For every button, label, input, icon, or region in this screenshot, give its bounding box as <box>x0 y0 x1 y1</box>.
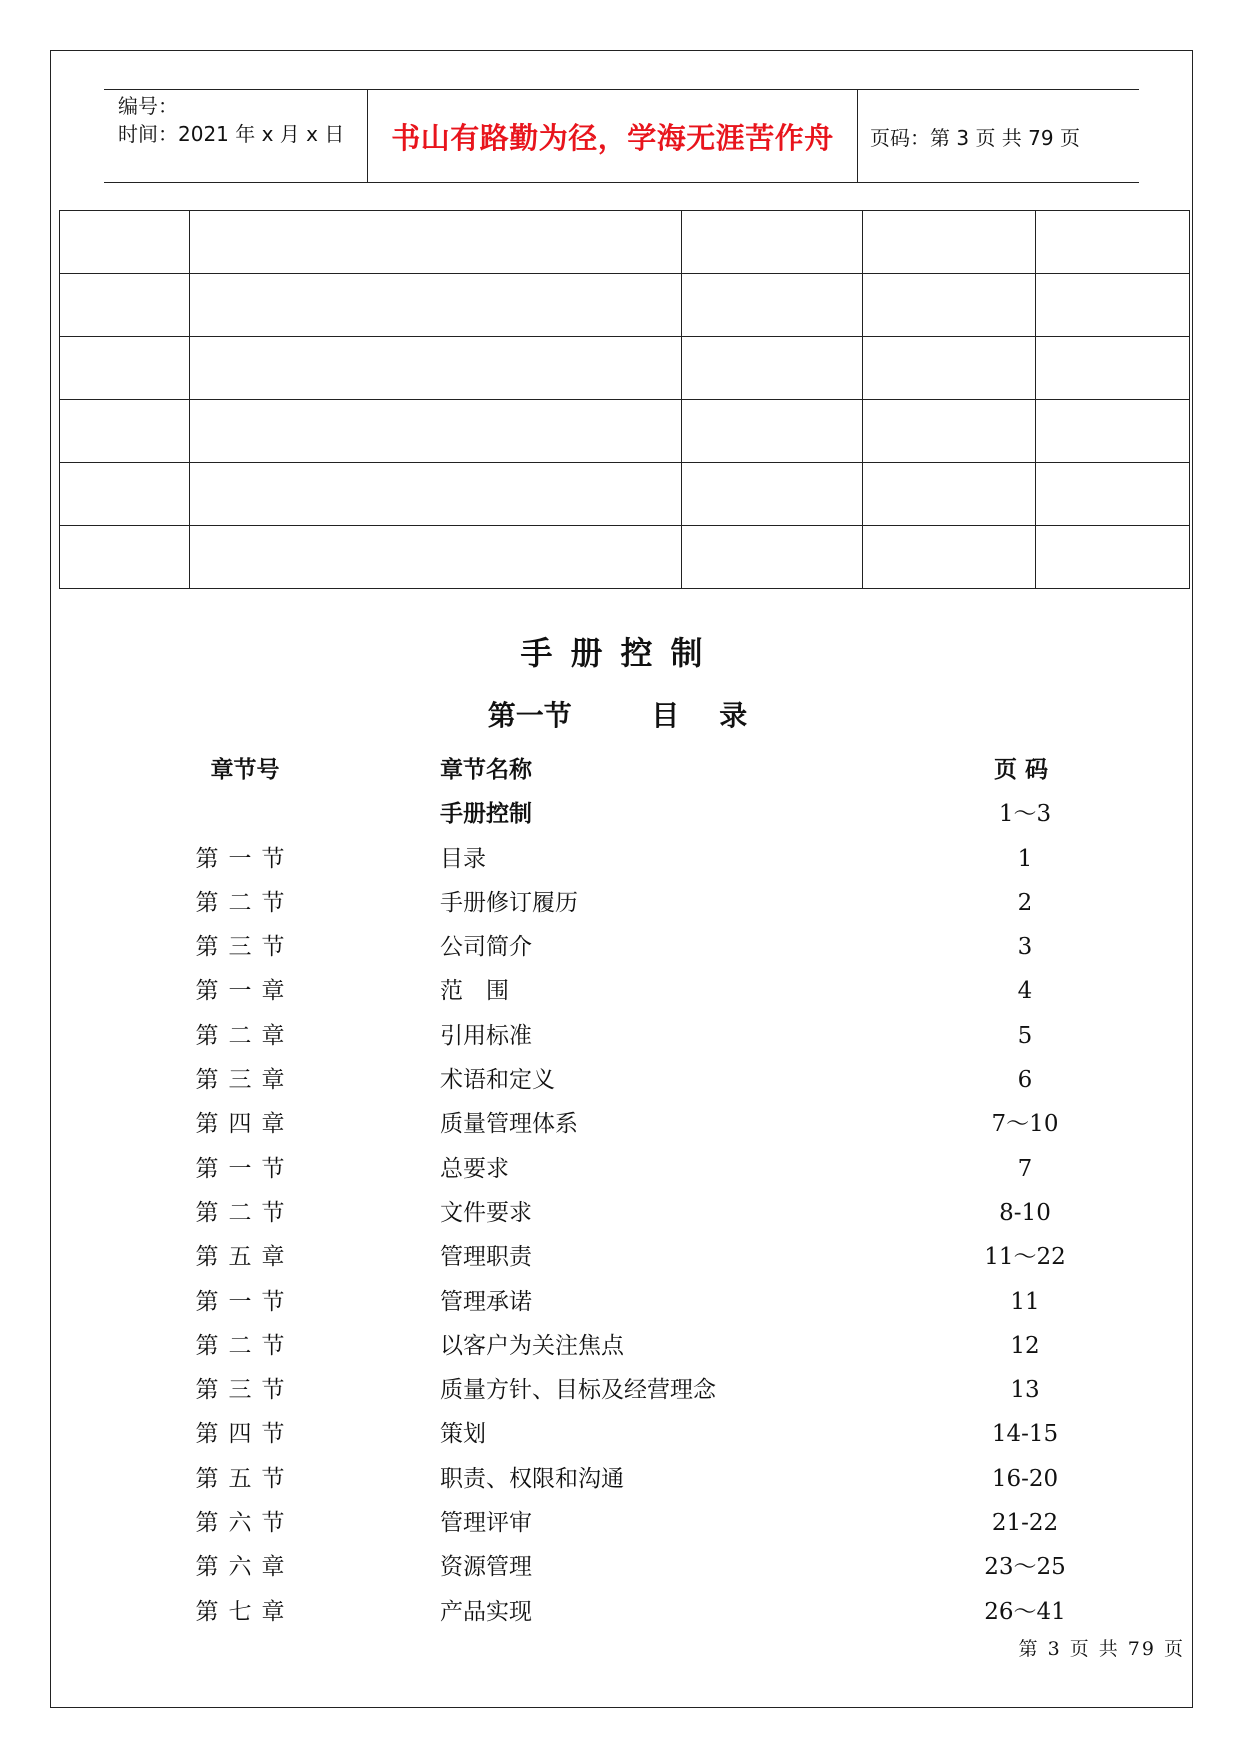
toc-row <box>0 1235 1241 1279</box>
toc-row <box>0 1412 1241 1456</box>
toc-page: 1 <box>1017 845 1033 872</box>
document-time-label: 时间：2021 年 x 月 x 日 <box>118 122 345 146</box>
toc-name: 策划 <box>440 1421 486 1448</box>
toc-row <box>0 1280 1241 1324</box>
toc-row <box>0 1368 1241 1412</box>
toc-page: 14-15 <box>991 1421 1059 1448</box>
toc-page: 21-22 <box>991 1510 1059 1537</box>
page-footer: 第 3 页 共 79 页 <box>1018 1638 1185 1660</box>
toc-header-page: 页码 <box>994 757 1056 783</box>
toc-name: 文件要求 <box>440 1199 532 1226</box>
toc-row <box>0 1191 1241 1235</box>
toc-page: 2 <box>1017 889 1033 916</box>
table-of-contents <box>0 748 1241 1634</box>
toc-row <box>0 1058 1241 1102</box>
table-row <box>60 274 1190 337</box>
toc-no: 第四节 <box>195 1421 295 1448</box>
toc-name: 质量方针、目标及经营理念 <box>440 1377 716 1404</box>
toc-page: 11～22 <box>984 1244 1066 1271</box>
toc-row <box>0 1147 1241 1191</box>
toc-header-row <box>0 748 1241 792</box>
toc-row <box>0 969 1241 1013</box>
toc-no: 第六章 <box>195 1554 295 1581</box>
table-row <box>60 337 1190 400</box>
toc-row <box>0 1590 1241 1634</box>
toc-name: 术语和定义 <box>440 1067 555 1094</box>
toc-row <box>0 1324 1241 1368</box>
toc-no: 第二节 <box>195 1199 295 1226</box>
page-title: 手册控制 <box>520 634 721 672</box>
toc-row <box>0 1014 1241 1058</box>
toc-page: 23～25 <box>984 1554 1066 1581</box>
document-header <box>104 89 1139 183</box>
toc-no: 第四章 <box>195 1111 295 1138</box>
table-row <box>60 463 1190 526</box>
toc-header-no: 章节号 <box>210 757 280 783</box>
toc-name: 引用标准 <box>440 1022 532 1049</box>
toc-row <box>0 1457 1241 1501</box>
toc-page: 7～10 <box>991 1111 1059 1138</box>
toc-name: 产品实现 <box>440 1598 532 1625</box>
toc-no: 第五节 <box>195 1465 295 1492</box>
toc-row <box>0 1501 1241 1545</box>
toc-name: 以客户为关注焦点 <box>440 1332 624 1359</box>
empty-revision-table <box>59 210 1190 589</box>
toc-page: 26～41 <box>984 1598 1066 1625</box>
toc-page: 12 <box>1010 1332 1040 1359</box>
toc-page: 13 <box>1010 1377 1040 1404</box>
toc-page: 16-20 <box>991 1465 1059 1492</box>
header-page-info: 页码：第 3 页 共 79 页 <box>870 125 1080 150</box>
toc-name: 职责、权限和沟通 <box>440 1465 624 1492</box>
toc-no: 第三节 <box>195 1377 295 1404</box>
toc-name: 质量管理体系 <box>440 1111 578 1138</box>
toc-page: 11 <box>1010 1288 1040 1315</box>
table-row <box>60 211 1190 274</box>
toc-name: 手册控制 <box>440 801 532 828</box>
toc-name: 管理承诺 <box>440 1288 532 1315</box>
toc-page: 5 <box>1017 1022 1033 1049</box>
toc-row <box>0 837 1241 881</box>
toc-page: 1～3 <box>998 801 1052 828</box>
toc-name: 管理职责 <box>440 1244 532 1271</box>
toc-name: 范 围 <box>440 978 509 1005</box>
toc-name: 目录 <box>440 845 486 872</box>
table-row <box>60 400 1190 463</box>
toc-no: 第二章 <box>195 1022 295 1049</box>
document-number-label: 编号： <box>118 94 178 118</box>
toc-no: 第五章 <box>195 1244 295 1271</box>
toc-page: 4 <box>1017 978 1033 1005</box>
toc-name: 公司简介 <box>440 934 532 961</box>
toc-page: 8-10 <box>999 1199 1051 1226</box>
toc-no: 第六节 <box>195 1510 295 1537</box>
toc-row <box>0 925 1241 969</box>
section-title <box>0 694 1241 734</box>
toc-no: 第三节 <box>195 934 295 961</box>
toc-page: 6 <box>1017 1067 1033 1094</box>
toc-no: 第七章 <box>195 1598 295 1625</box>
toc-name: 资源管理 <box>440 1554 532 1581</box>
toc-no: 第二节 <box>195 1332 295 1359</box>
toc-name: 管理评审 <box>440 1510 532 1537</box>
toc-name: 总要求 <box>440 1155 509 1182</box>
section-number: 第一节 <box>487 699 572 732</box>
toc-name: 手册修订履历 <box>440 889 578 916</box>
toc-no: 第三章 <box>195 1067 295 1094</box>
header-motto: 书山有路勤为径，学海无涯苦作舟 <box>368 90 858 182</box>
toc-row <box>0 1545 1241 1589</box>
toc-no: 第一节 <box>195 845 295 872</box>
toc-row <box>0 792 1241 836</box>
toc-page: 3 <box>1017 934 1033 961</box>
toc-row <box>0 881 1241 925</box>
table-row <box>60 526 1190 589</box>
toc-no: 第一节 <box>195 1155 295 1182</box>
toc-no: 第一章 <box>195 978 295 1005</box>
toc-row <box>0 1102 1241 1146</box>
toc-no: 第二节 <box>195 889 295 916</box>
section-name: 目 录 <box>651 699 754 732</box>
toc-body <box>0 792 1241 1634</box>
toc-no: 第一节 <box>195 1288 295 1315</box>
toc-header-name: 章节名称 <box>440 757 532 783</box>
toc-page: 7 <box>1017 1155 1033 1182</box>
header-meta <box>104 90 368 182</box>
